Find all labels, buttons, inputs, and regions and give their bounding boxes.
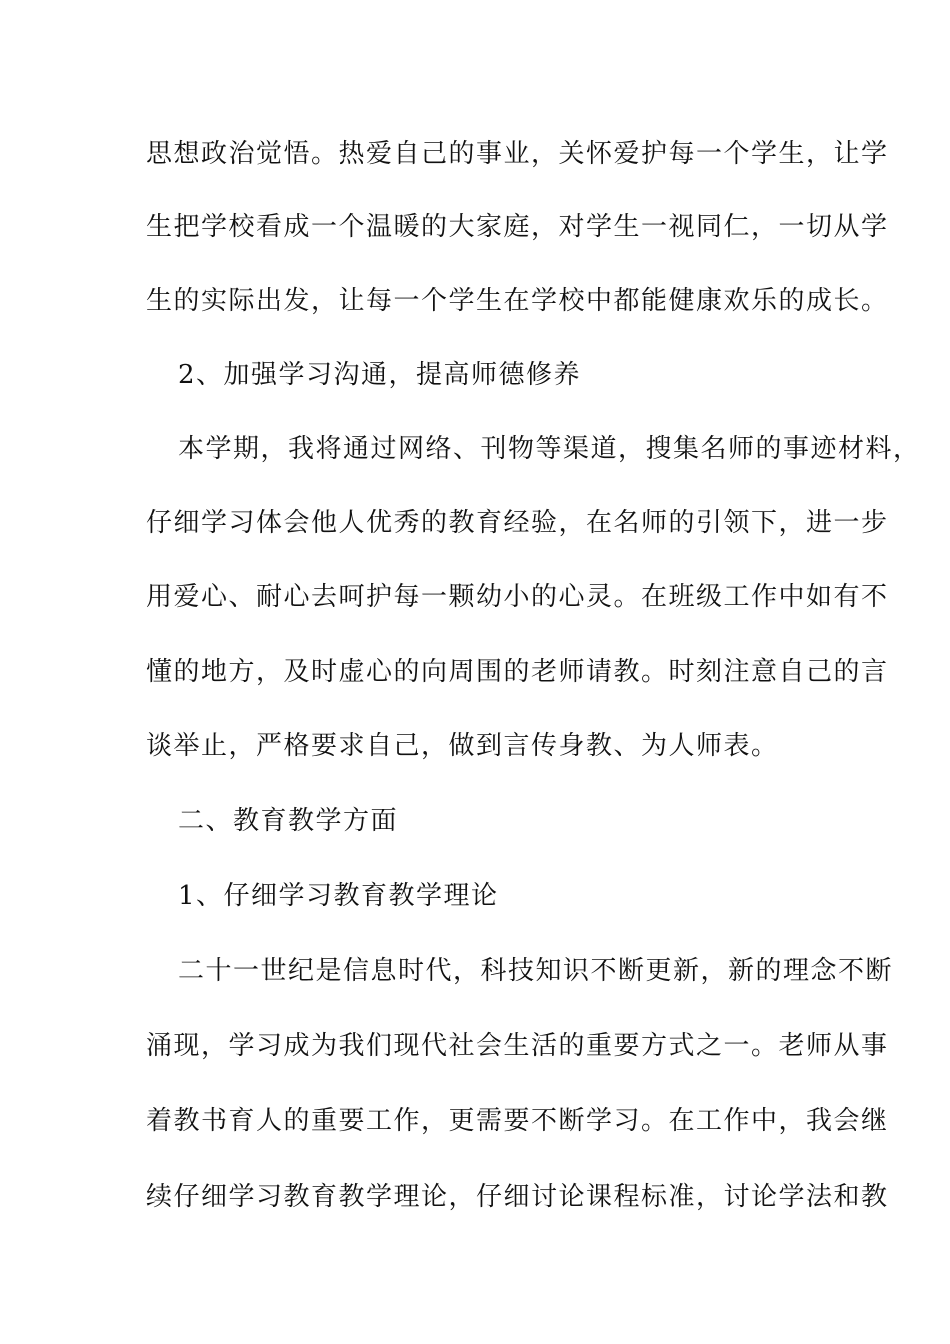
section-heading: 1、仔细学习教育教学理论 — [178, 881, 499, 911]
paragraph-line: 仔细学习体会他人优秀的教育经验，在名师的引领下，进一步 — [146, 508, 889, 538]
section-heading: 二、教育教学方面 — [178, 806, 399, 836]
paragraph-line: 用爱心、耐心去呵护每一颗幼小的心灵。在班级工作中如有不 — [146, 582, 889, 612]
paragraph-line: 二十一世纪是信息时代，科技知识不断更新，新的理念不断 — [178, 956, 894, 986]
paragraph-line: 着教书育人的重要工作，更需要不断学习。在工作中，我会继 — [146, 1106, 889, 1136]
paragraph-line: 谈举止，严格要求自己，做到言传身教、为人师表。 — [146, 731, 779, 761]
section-heading: 2、加强学习沟通，提高师德修养 — [178, 360, 582, 390]
paragraph-line: 生把学校看成一个温暖的大家庭，对学生一视同仁，一切从学 — [146, 212, 889, 242]
paragraph-line: 续仔细学习教育教学理论，仔细讨论课程标准，讨论学法和教 — [146, 1182, 889, 1212]
paragraph-line: 懂的地方，及时虚心的向周围的老师请教。时刻注意自己的言 — [146, 657, 889, 687]
paragraph-line: 涌现，学习成为我们现代社会生活的重要方式之一。老师从事 — [146, 1031, 889, 1061]
paragraph-line: 生的实际出发，让每一个学生在学校中都能健康欢乐的成长。 — [146, 286, 889, 316]
paragraph-line: 思想政治觉悟。热爱自己的事业，关怀爱护每一个学生，让学 — [146, 139, 889, 169]
paragraph-line: 本学期，我将通过网络、刊物等渠道，搜集名师的事迹材料， — [178, 434, 921, 464]
